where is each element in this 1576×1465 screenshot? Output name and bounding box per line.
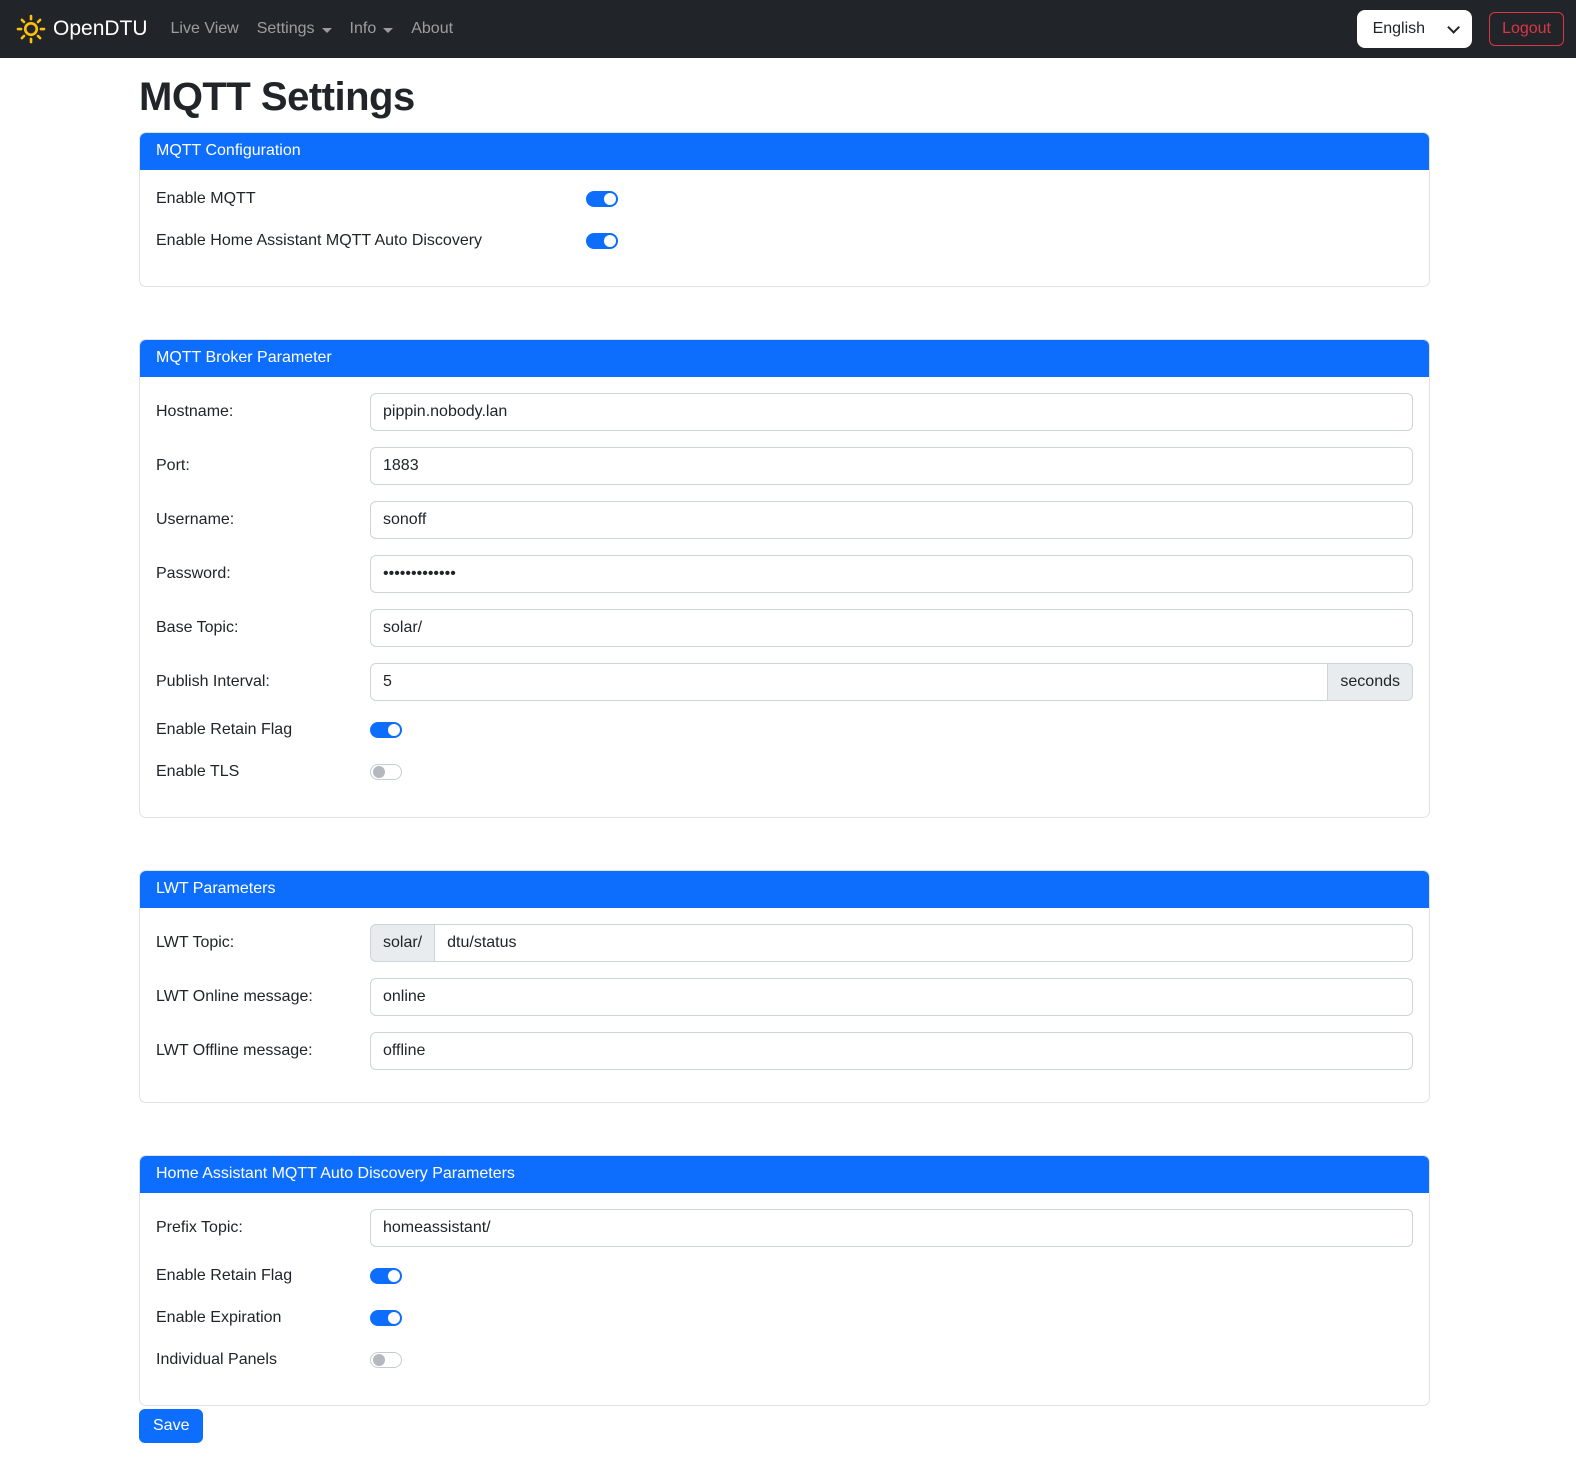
lwt-online-label: LWT Online message: (156, 988, 313, 1005)
username-label: Username: (156, 511, 235, 528)
mqtt-broker-header: MQTT Broker Parameter (140, 340, 1429, 377)
enable-tls-toggle[interactable] (370, 764, 402, 780)
prefix-topic-input[interactable] (370, 1209, 1413, 1247)
individual-panels-toggle[interactable] (370, 1352, 402, 1368)
mqtt-broker-body (140, 377, 1429, 817)
individual-panels-label: Individual Panels (156, 1351, 277, 1368)
seconds-addon: seconds (1328, 663, 1413, 701)
hass-discovery-header: Home Assistant MQTT Auto Discovery Parameters (140, 1156, 1429, 1193)
hostname-input[interactable] (370, 393, 1413, 431)
broker-retain-label: Enable Retain Flag (156, 721, 293, 738)
nav-item-label: Live View (170, 20, 239, 37)
nav-item-live-view[interactable] (162, 12, 248, 46)
base-topic-input[interactable] (370, 609, 1413, 647)
password-row (156, 555, 1413, 593)
navbar-right (1357, 10, 1564, 48)
brand-label: OpenDTU (53, 17, 148, 40)
lwt-topic-input[interactable] (434, 924, 1413, 962)
enable-expiration-row (156, 1305, 1413, 1331)
password-input[interactable] (370, 555, 1413, 593)
broker-retain-row (156, 717, 1413, 743)
base-topic-label: Base Topic: (156, 619, 239, 636)
lwt-header: LWT Parameters (140, 871, 1429, 908)
individual-panels-row (156, 1347, 1413, 1373)
prefix-topic-row (156, 1209, 1413, 1247)
enable-mqtt-label: Enable MQTT (156, 190, 256, 207)
enable-mqtt-toggle[interactable] (586, 191, 618, 207)
lwt-online-input[interactable] (370, 978, 1413, 1016)
publish-interval-row (156, 663, 1413, 701)
chevron-down-icon (1447, 21, 1460, 34)
enable-hass-discovery-row (156, 228, 1413, 254)
enable-hass-discovery-toggle[interactable] (586, 233, 618, 249)
hass-discovery-card (139, 1155, 1430, 1406)
prefix-topic-label: Prefix Topic: (156, 1219, 243, 1236)
navbar (0, 0, 1576, 58)
mqtt-broker-card (139, 339, 1430, 818)
nav-item-about[interactable] (402, 12, 462, 46)
publish-interval-label: Publish Interval: (156, 673, 270, 690)
username-row (156, 501, 1413, 539)
nav-item-label: About (411, 20, 454, 37)
enable-expiration-toggle[interactable] (370, 1310, 402, 1326)
save-button[interactable]: Save (139, 1409, 203, 1443)
enable-tls-row (156, 759, 1413, 785)
mqtt-configuration-card (139, 132, 1430, 287)
lwt-online-row (156, 978, 1413, 1016)
mqtt-configuration-body (140, 170, 1429, 286)
sun-icon (16, 14, 46, 44)
enable-tls-label: Enable TLS (156, 763, 240, 780)
lwt-offline-input[interactable] (370, 1032, 1413, 1070)
lwt-card (139, 870, 1430, 1103)
mqtt-configuration-header: MQTT Configuration (140, 133, 1429, 170)
base-topic-row (156, 609, 1413, 647)
hass-discovery-body (140, 1193, 1429, 1405)
password-label: Password: (156, 565, 231, 582)
nav-item-label: Settings (256, 20, 315, 37)
brand[interactable] (16, 14, 148, 44)
port-label: Port: (156, 457, 190, 474)
main-content (139, 75, 1430, 1465)
lwt-offline-label: LWT Offline message: (156, 1042, 313, 1059)
nav-item-info[interactable] (341, 12, 403, 46)
nav-item-settings[interactable] (248, 12, 341, 46)
language-select-value: English (1372, 20, 1426, 37)
port-input[interactable] (370, 447, 1413, 485)
lwt-topic-prefix-addon: solar/ (370, 924, 434, 962)
hostname-label: Hostname: (156, 403, 234, 420)
page-title: MQTT Settings (139, 75, 415, 119)
hostname-row (156, 393, 1413, 431)
lwt-topic-label: LWT Topic: (156, 934, 235, 951)
enable-expiration-label: Enable Expiration (156, 1309, 282, 1326)
broker-retain-toggle[interactable] (370, 722, 402, 738)
hass-retain-label: Enable Retain Flag (156, 1267, 293, 1284)
caret-down-icon (322, 28, 332, 33)
username-input[interactable] (370, 501, 1413, 539)
nav-links (162, 12, 463, 46)
lwt-offline-row (156, 1032, 1413, 1070)
hass-retain-toggle[interactable] (370, 1268, 402, 1284)
lwt-topic-row (156, 924, 1413, 962)
language-select[interactable] (1357, 10, 1472, 48)
logout-button[interactable]: Logout (1489, 12, 1564, 46)
port-row (156, 447, 1413, 485)
enable-mqtt-row (156, 186, 1413, 212)
enable-hass-discovery-label: Enable Home Assistant MQTT Auto Discovery (156, 232, 483, 249)
publish-interval-input[interactable] (370, 663, 1328, 701)
caret-down-icon (383, 28, 393, 33)
lwt-body (140, 908, 1429, 1102)
nav-item-label: Info (349, 20, 377, 37)
hass-retain-row (156, 1263, 1413, 1289)
